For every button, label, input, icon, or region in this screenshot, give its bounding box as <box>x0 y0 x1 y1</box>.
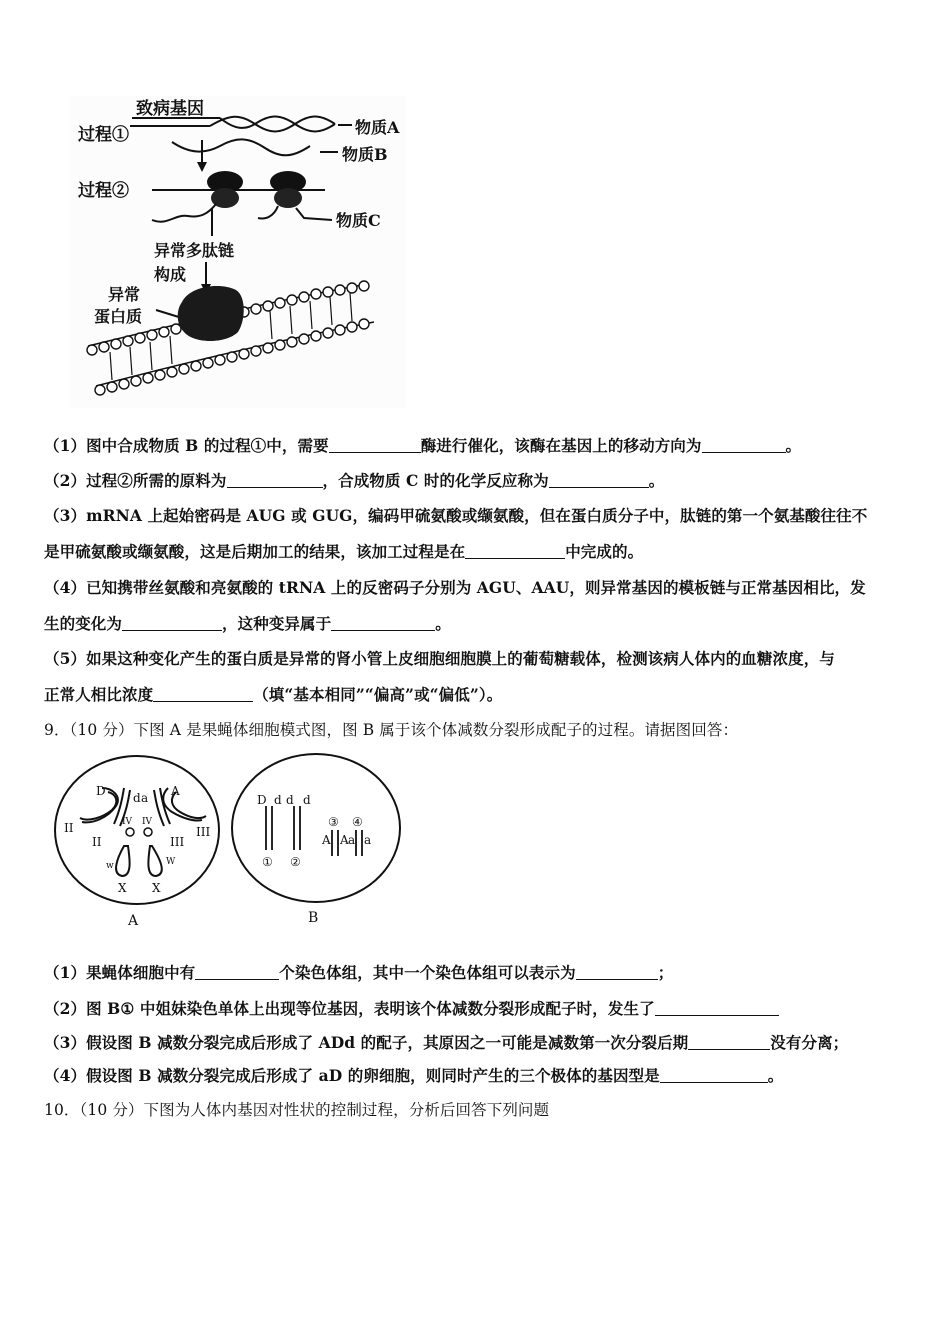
q9-part2: （2）图 B① 中姐妹染色单体上出现等位基因，表明该个体减数分裂形成配子时，发生了 <box>44 997 779 1019</box>
figB-label-4: ④ <box>352 815 363 829</box>
figA-label-w: w <box>106 861 114 871</box>
fruit-fly-cell-diagram <box>50 750 410 930</box>
figA-label-II-inner: II <box>92 835 102 849</box>
answer-blank[interactable] <box>688 1034 770 1051</box>
label-process-2: 过程② <box>78 181 129 201</box>
figB-label-2: ② <box>290 855 301 869</box>
figB-label-a2: a <box>364 833 372 847</box>
figB-label-A2: A <box>340 833 349 847</box>
figA-label-W: W <box>166 857 176 867</box>
q8-part5-line1: （5）如果这种变化产生的蛋白质是异常的肾小管上皮细胞细胞膜上的葡萄糖载体，检测该病人体内的血糖浓度，与 <box>44 649 835 668</box>
figB-label-d3: d <box>303 793 311 807</box>
answer-blank[interactable] <box>227 472 323 489</box>
answer-blank[interactable] <box>122 615 222 632</box>
answer-blank[interactable] <box>195 964 279 981</box>
figA-label-d: d <box>133 791 141 805</box>
figA-label-IV-right: IV <box>142 817 153 827</box>
q8-part4-line1: （4）已知携带丝氨酸和亮氨酸的 tRNA 上的反密码子分别为 AGU、AAU，则异常基因的模板链与正常基因相比，发 <box>44 578 866 597</box>
label-gene: 致病基因 <box>136 99 204 119</box>
label-process-1: 过程① <box>78 125 129 145</box>
answer-blank[interactable] <box>549 472 649 489</box>
gene-expression-figure <box>70 96 406 408</box>
figA-label-III-right: III <box>196 825 211 839</box>
figA-label-a: a <box>141 791 149 805</box>
label-forms: 构成 <box>154 265 187 284</box>
answer-blank[interactable] <box>153 686 253 703</box>
figB-label-A1: A <box>322 833 331 847</box>
figB-label-1: ① <box>262 855 273 869</box>
q10-header: 10．（10 分）下图为人体内基因对性状的控制过程，分析后回答下列问题 <box>44 1101 550 1119</box>
figA-label-D: D <box>96 784 106 798</box>
figB-label-3: ③ <box>328 815 339 829</box>
q8-part2: （2）过程②所需的原料为 ，合成物质 C 时的化学反应称为 。 <box>44 471 665 490</box>
figA-label-X-left: X <box>118 881 127 895</box>
answer-blank[interactable] <box>465 543 565 560</box>
figA-label-IV-left: IV <box>122 817 133 827</box>
gene-expression-diagram <box>70 96 406 408</box>
label-substance-a: 物质A <box>355 118 400 137</box>
cell-figures <box>50 750 410 930</box>
figB-caption: B <box>308 910 319 926</box>
figA-label-A: A <box>171 784 180 798</box>
label-substance-b: 物质B <box>342 145 388 164</box>
label-substance-c: 物质C <box>336 211 381 230</box>
q9-part3: （3）假设图 B 减数分裂完成后形成了 ADd 的配子，其原因之一可能是减数第一次分裂后期 没有分离； <box>44 1033 849 1052</box>
label-abnormal-protein-2: 蛋白质 <box>94 307 143 326</box>
q8-part5-line2: 正常人相比浓度 （填“基本相同”“偏高”或“偏低”）。 <box>44 685 503 704</box>
q8-part3-line2: 是甲硫氨酸或缬氨酸，这是后期加工的结果，该加工过程是在 中完成的。 <box>44 542 644 561</box>
q8-part4-line2: 生的变化为 ，这种变异属于 。 <box>44 614 451 633</box>
q8-part1: （1）图中合成物质 B 的过程①中，需要 酶进行催化，该酶在基因上的移动方向为 。 <box>44 436 802 455</box>
label-abnormal-polypeptide: 异常多肽链 <box>154 241 235 260</box>
figB-label-a1: a <box>348 833 356 847</box>
answer-blank[interactable] <box>660 1067 768 1084</box>
answer-blank[interactable] <box>329 437 421 454</box>
q8-part3-line1: （3）mRNA 上起始密码是 AUG 或 GUG，编码甲硫氨酸或缬氨酸，但在蛋白质分子中，肽链的第一个氨基酸往往不 <box>44 506 868 525</box>
q9-part4: （4）假设图 B 减数分裂完成后形成了 aD 的卵细胞，则同时产生的三个极体的基因型是 。 <box>44 1066 784 1085</box>
figA-label-II-left: II <box>64 821 74 835</box>
answer-blank[interactable] <box>576 964 658 981</box>
figB-label-D: D <box>257 793 267 807</box>
figB-label-d1: d <box>274 793 282 807</box>
answer-blank[interactable] <box>655 1000 779 1017</box>
label-abnormal-protein-1: 异常 <box>108 285 141 304</box>
q9-part1: （1）果蝇体细胞中有 个染色体组，其中一个染色体组可以表示为 ； <box>44 963 674 982</box>
figB-label-d2: d <box>286 793 294 807</box>
answer-blank[interactable] <box>702 437 786 454</box>
q9-header: 9．（10 分）下图 A 是果蝇体细胞模式图，图 B 属于该个体减数分裂形成配子的过程。请据图回答： <box>44 721 739 739</box>
figA-label-III-inner: III <box>170 835 185 849</box>
figA-label-X-right: X <box>152 881 161 895</box>
answer-blank[interactable] <box>331 615 435 632</box>
figA-caption: A <box>128 913 139 929</box>
